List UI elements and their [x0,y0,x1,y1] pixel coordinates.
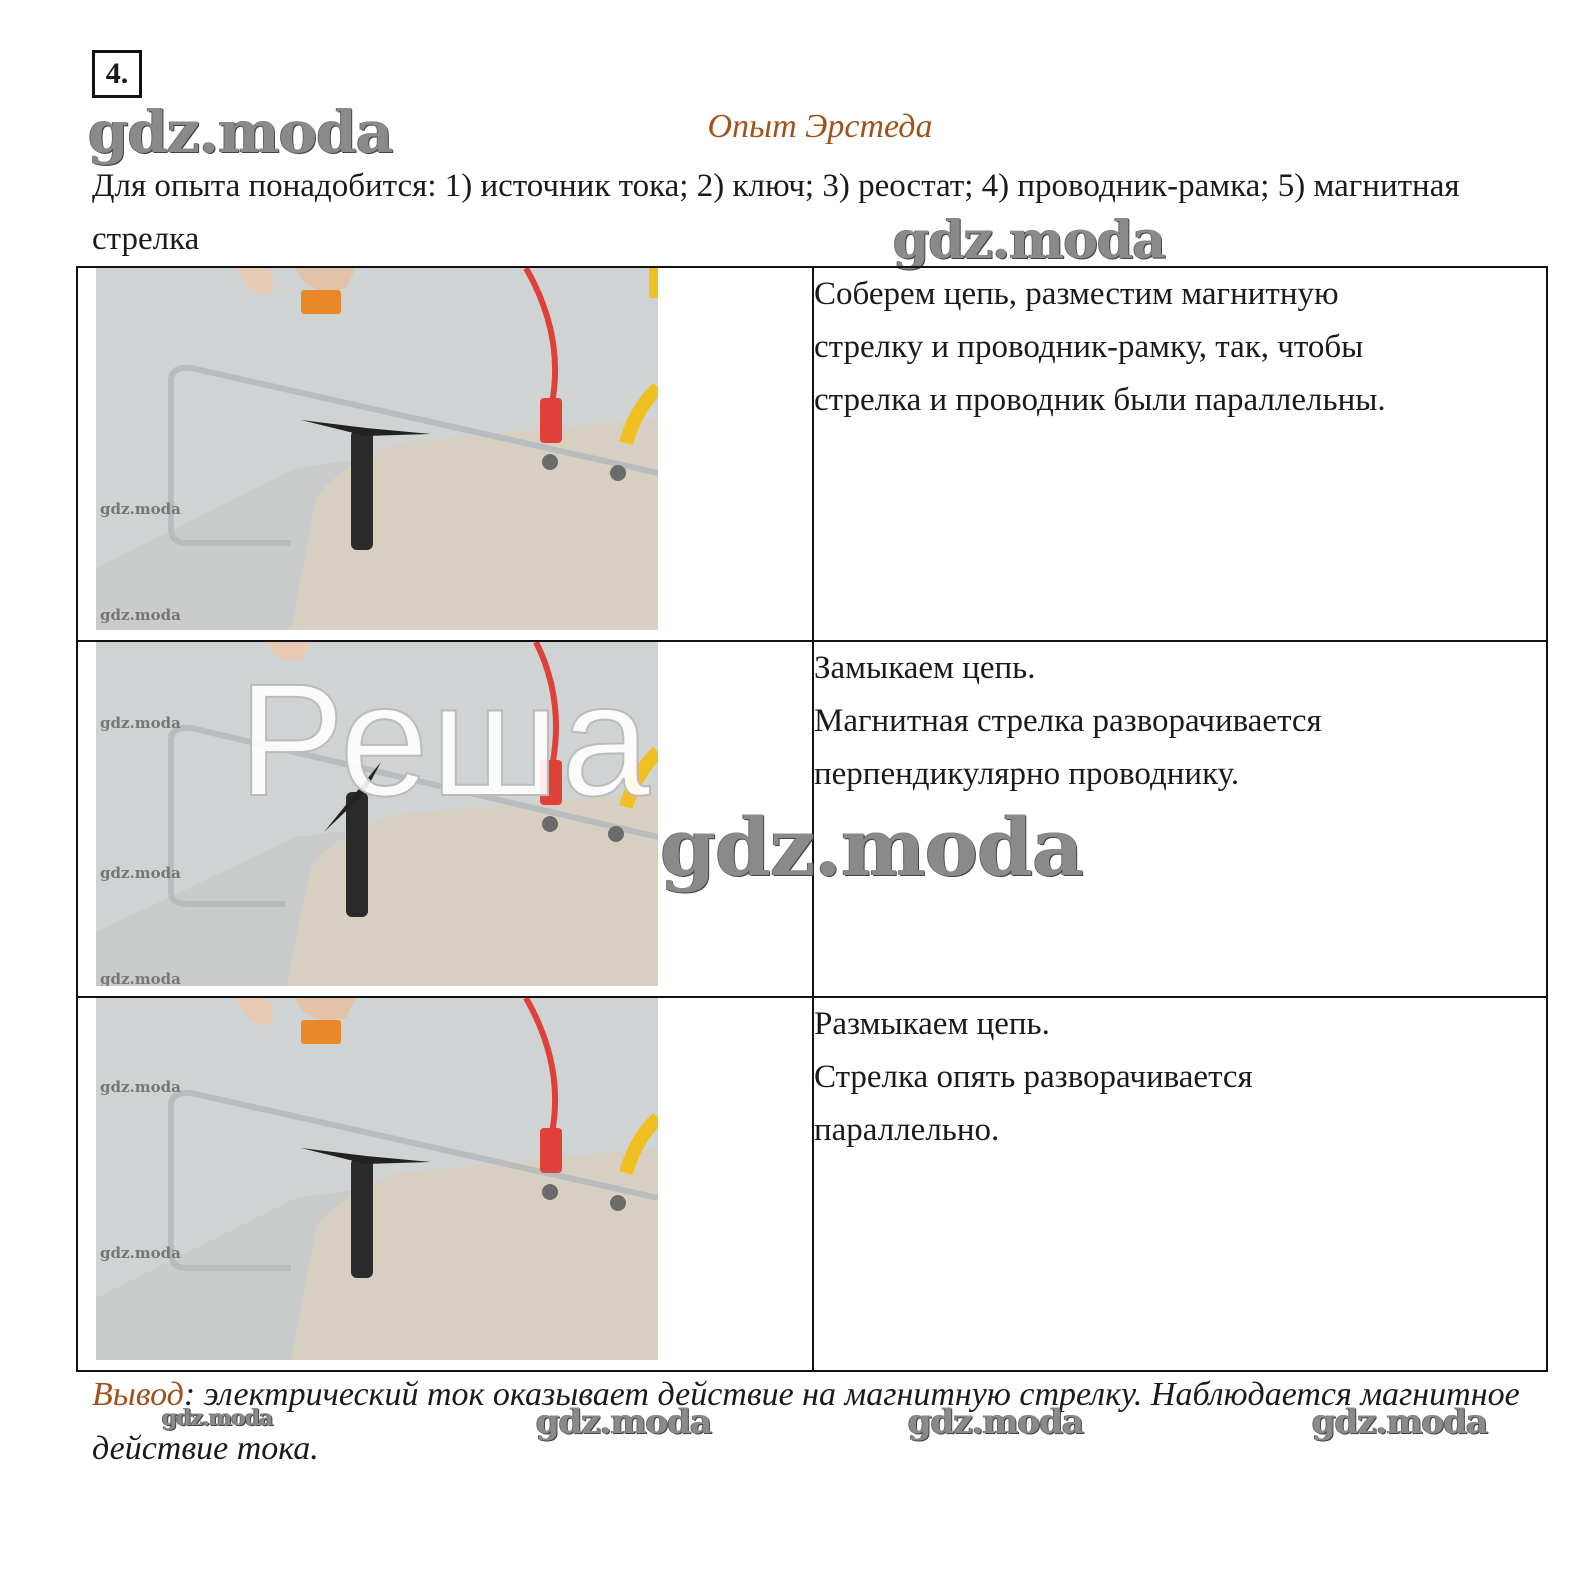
photo-cell [77,997,813,1371]
step-line: стрелку и проводник-рамку, так, чтобы [814,329,1364,365]
step-line: Магнитная стрелка разворачивается [814,703,1322,739]
watermark-logo: gdz.moda [100,970,181,986]
overlay-watermark: Реша [238,650,653,829]
watermark-logo: gdz.moda [908,1402,1084,1442]
step-line: Стрелка опять разворачивается [814,1059,1253,1095]
table-row [77,267,1547,641]
experiment-title: Опыт Эрстеда [707,108,933,145]
step-line: перпендикулярно проводнику. [814,756,1240,792]
watermark-logo: gdz.moda [100,1078,181,1096]
step-line: стрелка и проводник были параллельны. [814,382,1386,418]
step-line: Соберем цепь, разместим магнитную [814,276,1339,312]
task-number: 4. [92,50,142,98]
apparatus-parallel-illustration [96,998,658,1360]
watermark-logo: gdz.moda [100,606,181,624]
table-row [77,997,1547,1371]
watermark-logo: gdz.moda [100,1244,181,1262]
photo-cell [77,267,813,641]
watermark-logo: gdz.moda [536,1402,712,1442]
watermark-logo: gdz.moda [100,500,181,518]
watermark-logo: gdz.moda [1312,1402,1488,1442]
watermark-logo: gdz.moda [893,210,1166,271]
step-description [813,997,1547,1371]
conclusion-label: Вывод [92,1376,184,1413]
step-line: Размыкаем цепь. [814,1006,1050,1042]
experiment-photo-1 [96,268,658,630]
experiment-photo-3 [96,998,658,1360]
watermark-logo: gdz.moda [162,1405,273,1431]
apparatus-parallel-illustration [96,268,658,630]
conclusion-text: : электрический ток оказывает действие на магнитную стрелку. Наблюдается магнитное действие тока. [92,1376,1520,1467]
equipment-list: Для опыта понадобится: 1) источник тока; 2) ключ; 3) реостат; 4) проводник-рамка; 5) магнитная стрелка [92,168,1460,257]
watermark-logo: gdz.moda [88,98,393,166]
step-line: параллельно. [814,1112,1000,1148]
watermark-logo: gdz.moda [100,864,181,882]
watermark-logo: gdz.moda [100,714,181,732]
step-line: Замыкаем цепь. [814,650,1036,686]
step-description [813,267,1547,641]
watermark-logo: gdz.moda [660,800,1083,894]
